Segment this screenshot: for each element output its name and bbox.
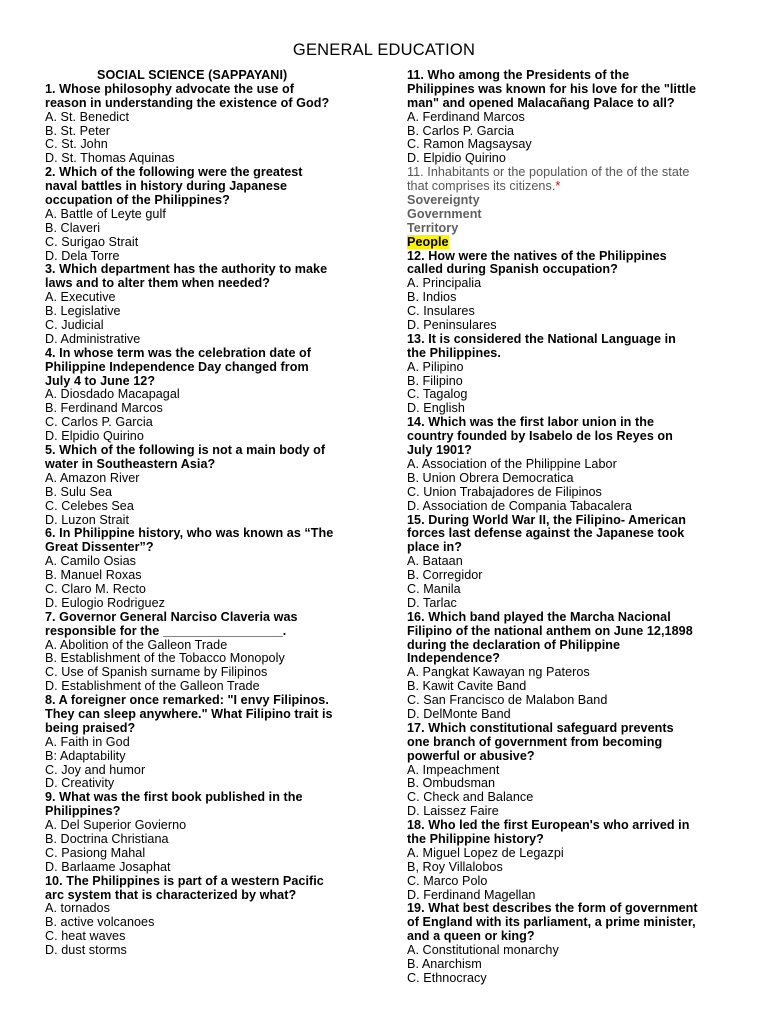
- answer-option: [407, 402, 727, 416]
- answer-text: A. Executive: [45, 290, 116, 305]
- question-line: July 1901?: [407, 443, 472, 458]
- answer-text: D. Laissez Faire: [407, 804, 499, 819]
- highlighted-answer-text: B. active volcanoes: [45, 915, 155, 930]
- question-line: 4. In whose term was the celebration date of: [45, 345, 312, 360]
- answer-option: [45, 500, 360, 514]
- answer-text: Territory: [407, 220, 459, 235]
- answer-option: [407, 486, 727, 500]
- answer-text: D. Administrative: [45, 331, 141, 346]
- question-line: July 4 to June 12?: [45, 373, 156, 388]
- highlighted-answer-text: A. Amazon River: [45, 470, 140, 485]
- correct-answer-option: [45, 583, 360, 597]
- question-text: [407, 69, 727, 111]
- answer-text: D. Peninsulares: [407, 318, 497, 333]
- form-question-line: [407, 166, 727, 180]
- answer-text: B. Sulu Sea: [45, 484, 113, 499]
- answer-option: [45, 652, 360, 666]
- question-line: and a queen or king?: [407, 929, 535, 944]
- question-text: [45, 611, 360, 639]
- answer-text: D. Dela Torre: [45, 248, 120, 263]
- answer-text: D. Eulogio Rodriguez: [45, 595, 166, 610]
- question-line: 12. How were the natives of the Philippines: [407, 248, 667, 263]
- question-line: forces last defense against the Japanese took: [407, 526, 685, 541]
- correct-answer-option: [45, 208, 360, 222]
- answer-text: C. Union Trabajadores de Filipinos: [407, 484, 602, 499]
- question-line: called during Spanish occupation?: [407, 262, 618, 277]
- section-heading: SOCIAL SCIENCE (SAPPAYANI): [97, 68, 288, 82]
- answer-text: B. Carlos P. Garcia: [407, 123, 515, 138]
- answer-text: D. Elpidio Quirino: [407, 151, 506, 166]
- answer-option: [407, 583, 727, 597]
- answer-option: [45, 416, 360, 430]
- question-text: [407, 416, 727, 458]
- answer-text: C. Celebes Sea: [45, 498, 134, 513]
- question-line: naval battles in history during Japanese: [45, 179, 288, 194]
- answer-option: [45, 125, 360, 139]
- question-text: [407, 514, 727, 556]
- question-text: [407, 333, 727, 361]
- correct-answer-option: [45, 916, 360, 930]
- question-line: 16. Which band played the Marcha Nacional: [407, 609, 671, 624]
- question-line: Filipino of the national anthem on June 12,1898: [407, 623, 693, 638]
- correct-answer-option: [45, 388, 360, 402]
- highlighted-answer-text: C. Ramon Magsaysay: [407, 137, 532, 152]
- answer-text: B. Manuel Roxas: [45, 568, 142, 583]
- question-line: Independence?: [407, 651, 501, 666]
- answer-option: [407, 777, 727, 791]
- answer-option: [407, 861, 727, 875]
- question-text: [45, 527, 360, 555]
- question-line: reason in understanding the existence of God?: [45, 95, 330, 110]
- answer-option: [45, 291, 360, 305]
- highlighted-answer-text: C. San Francisco de Malabon Band: [407, 693, 608, 708]
- question-line: They can sleep anywhere." What Filipino trait is: [45, 706, 333, 721]
- highlighted-answer-text: People: [407, 234, 449, 249]
- question-text: [45, 444, 360, 472]
- answer-text: Sovereignty: [407, 193, 480, 208]
- answer-text: A. tornados: [45, 901, 110, 916]
- answer-text: B. Claveri: [45, 220, 101, 235]
- question-line: 2. Which of the following were the greatest: [45, 165, 303, 180]
- answer-option: [45, 861, 360, 875]
- answer-option: [45, 333, 360, 347]
- answer-text: C. heat waves: [45, 929, 126, 944]
- answer-text: D. Elpidio Quirino: [45, 429, 144, 444]
- form-question-text: that comprises its citizens.: [407, 179, 556, 194]
- answer-text: D. English: [407, 401, 465, 416]
- answer-text: C. Surigao Strait: [45, 234, 139, 249]
- answer-text: C. Ethnocracy: [407, 970, 487, 985]
- answer-text: A. Association of the Philippine Labor: [407, 456, 617, 471]
- correct-answer-option: [45, 750, 360, 764]
- answer-option: [45, 111, 360, 125]
- answer-option: [407, 277, 727, 291]
- correct-answer-option: [45, 152, 360, 166]
- highlighted-answer-text: D. St. Thomas Aquinas: [45, 151, 175, 166]
- answer-option: [407, 958, 727, 972]
- question-line: 13. It is considered the National Language in: [407, 331, 676, 346]
- question-line: 7. Governor General Narciso Claveria was: [45, 609, 298, 624]
- answer-text: A. Camilo Osias: [45, 554, 137, 569]
- answer-option: [407, 194, 727, 208]
- highlighted-answer-text: D. Ferdinand Magellan: [407, 887, 536, 902]
- answer-option: [45, 902, 360, 916]
- question-line: being praised?: [45, 720, 136, 735]
- answer-option: [407, 361, 727, 375]
- answer-option: [407, 597, 727, 611]
- question-text: [45, 875, 360, 903]
- answer-option: [45, 430, 360, 444]
- question-line: country founded by Isabelo de los Reyes on: [407, 429, 673, 444]
- answer-option: [407, 319, 727, 333]
- question-text: [407, 819, 727, 847]
- question-text: [407, 250, 727, 278]
- question-line: responsible for the _________________.: [45, 623, 287, 638]
- question-line: powerful or abusive?: [407, 748, 535, 763]
- answer-text: D. Creativity: [45, 776, 115, 791]
- answer-option: [407, 458, 727, 472]
- correct-answer-option: [407, 375, 727, 389]
- highlighted-answer-text: B. Corregidor: [407, 568, 483, 583]
- question-text: [45, 347, 360, 389]
- question-line: 8. A foreigner once remarked: "I envy Filipinos.: [45, 693, 329, 708]
- answer-option: [45, 319, 360, 333]
- answer-option: [407, 208, 727, 222]
- answer-option: [407, 555, 727, 569]
- answer-text: C. Pasiong Mahal: [45, 845, 146, 860]
- answer-text: A. Pilipino: [407, 359, 464, 374]
- answer-text: D. Association de Compania Tabacalera: [407, 498, 632, 513]
- highlighted-answer-text: A. Constitutional monarchy: [407, 943, 559, 958]
- answer-text: B. St. Peter: [45, 123, 110, 138]
- answer-text: D. dust storms: [45, 943, 127, 958]
- correct-answer-option: [407, 291, 727, 305]
- highlighted-answer-text: C. Check and Balance: [407, 790, 534, 805]
- question-text: [45, 791, 360, 819]
- question-text: [45, 694, 360, 736]
- answer-text: B. Establishment of the Tobacco Monopoly: [45, 651, 285, 666]
- question-line: 17. Which constitutional safeguard prevents: [407, 720, 674, 735]
- question-line: 6. In Philippine history, who was known as “The: [45, 526, 334, 541]
- answer-option: [407, 847, 727, 861]
- answer-option: [407, 152, 727, 166]
- answer-option: [45, 250, 360, 264]
- answer-text: A. Pangkat Kawayan ng Pateros: [407, 665, 590, 680]
- answer-option: [407, 680, 727, 694]
- answer-text: B, Roy Villalobos: [407, 859, 503, 874]
- correct-answer-option: [407, 694, 727, 708]
- left-column: [45, 69, 360, 958]
- answer-option: [45, 555, 360, 569]
- question-line: 5. Which of the following is not a main body of: [45, 443, 326, 458]
- correct-answer-option: [407, 889, 727, 903]
- highlighted-answer-text: B. Doctrina Christiana: [45, 831, 169, 846]
- question-line: 19. What best describes the form of government: [407, 901, 698, 916]
- question-line: arc system that is characterized by what?: [45, 887, 297, 902]
- answer-option: [407, 764, 727, 778]
- correct-answer-option: [407, 472, 727, 486]
- answer-text: C. Joy and humor: [45, 762, 146, 777]
- answer-option: [407, 222, 727, 236]
- question-text: [407, 722, 727, 764]
- question-line: of England with its parliament, a prime minister,: [407, 915, 696, 930]
- question-line: the Philippines.: [407, 345, 501, 360]
- highlighted-answer-text: B. Union Obrera Democratica: [407, 470, 574, 485]
- answer-text: B. Kawit Cavite Band: [407, 679, 527, 694]
- answer-option: [45, 777, 360, 791]
- question-line: 11. Who among the Presidents of the: [407, 68, 630, 82]
- required-mark: *: [555, 179, 561, 194]
- answer-option: [45, 736, 360, 750]
- answer-option: [45, 597, 360, 611]
- answer-text: B. Ombudsman: [407, 776, 496, 791]
- answer-text: A. Bataan: [407, 554, 463, 569]
- answer-option: [407, 500, 727, 514]
- correct-answer-option: [407, 236, 727, 250]
- correct-answer-option: [407, 138, 727, 152]
- answer-option: [45, 819, 360, 833]
- answer-option: [407, 708, 727, 722]
- answer-text: Government: [407, 206, 482, 221]
- answer-option: [45, 569, 360, 583]
- answer-text: A. St. Benedict: [45, 109, 130, 124]
- form-question: [407, 166, 727, 194]
- question-line: one branch of government from becoming: [407, 734, 663, 749]
- highlighted-answer-text: B: Adaptability: [45, 748, 126, 763]
- answer-option: [45, 138, 360, 152]
- correct-answer-option: [407, 569, 727, 583]
- correct-answer-option: [407, 791, 727, 805]
- answer-option: [407, 125, 727, 139]
- correct-answer-option: [45, 666, 360, 680]
- question-line: 10. The Philippines is part of a western Pacific: [45, 873, 324, 888]
- answer-option: [407, 111, 727, 125]
- answer-text: C. Insulares: [407, 304, 475, 319]
- right-column: [407, 69, 727, 986]
- highlighted-answer-text: B. Filipino: [407, 373, 463, 388]
- answer-option: [45, 764, 360, 778]
- question-line: place in?: [407, 540, 463, 555]
- answer-text: A. Faith in God: [45, 734, 130, 749]
- answer-text: B. Ferdinand Marcos: [45, 401, 163, 416]
- question-line: 1. Whose philosophy advocate the use of: [45, 81, 294, 96]
- highlighted-answer-text: C. Claro M. Recto: [45, 581, 146, 596]
- correct-answer-option: [407, 944, 727, 958]
- answer-option: [45, 680, 360, 694]
- question-line: occupation of the Philippines?: [45, 193, 230, 208]
- answer-text: A. Abolition of the Galleon Trade: [45, 637, 228, 652]
- answer-option: [407, 666, 727, 680]
- correct-answer-option: [45, 305, 360, 319]
- question-text: [45, 263, 360, 291]
- answer-option: [45, 944, 360, 958]
- answer-text: C. Judicial: [45, 318, 104, 333]
- highlighted-answer-text: C. Use of Spanish surname by Filipinos: [45, 665, 268, 680]
- correct-answer-option: [45, 472, 360, 486]
- answer-option: [407, 972, 727, 986]
- highlighted-answer-text: A. Diosdado Macapagal: [45, 387, 180, 402]
- highlighted-answer-text: B. Legislative: [45, 304, 121, 319]
- answer-text: C. St. John: [45, 137, 108, 152]
- question-line: Philippines was known for his love for the "little: [407, 81, 697, 96]
- question-text: [407, 611, 727, 667]
- question-line: Philippines?: [45, 804, 121, 819]
- question-line: 14. Which was the first labor union in the: [407, 415, 655, 430]
- answer-text: C. Tagalog: [407, 387, 468, 402]
- answer-text: D. Luzon Strait: [45, 512, 130, 527]
- answer-option: [45, 514, 360, 528]
- answer-option: [45, 236, 360, 250]
- question-line: the Philippine history?: [407, 831, 544, 846]
- answer-option: [407, 805, 727, 819]
- answer-text: C. Marco Polo: [407, 873, 488, 888]
- question-text: [45, 83, 360, 111]
- question-line: 3. Which department has the authority to make: [45, 262, 328, 277]
- answer-text: A. Principalia: [407, 276, 482, 291]
- answer-text: D. Tarlac: [407, 595, 457, 610]
- answer-option: [407, 388, 727, 402]
- question-text: [407, 902, 727, 944]
- answer-text: C. Manila: [407, 581, 461, 596]
- question-line: laws and to alter them when needed?: [45, 276, 270, 291]
- answer-option: [407, 875, 727, 889]
- answer-option: [45, 222, 360, 236]
- answer-text: A. Miguel Lopez de Legazpi: [407, 845, 564, 860]
- answer-text: C. Carlos P. Garcia: [45, 415, 153, 430]
- answer-text: A. Impeachment: [407, 762, 500, 777]
- highlighted-answer-text: A. Battle of Leyte gulf: [45, 206, 166, 221]
- question-line: water in Southeastern Asia?: [45, 456, 216, 471]
- form-question-text: 11. Inhabitants or the population of the of the state: [407, 165, 690, 180]
- correct-answer-option: [45, 833, 360, 847]
- answer-text: D. Barlaame Josaphat: [45, 859, 171, 874]
- question-line: during the declaration of Philippine: [407, 637, 621, 652]
- question-line: Great Dissenter”?: [45, 540, 154, 555]
- answer-option: [45, 847, 360, 861]
- highlighted-answer-text: B. Indios: [407, 290, 457, 305]
- answer-option: [45, 639, 360, 653]
- question-line: man" and opened Malacañang Palace to all?: [407, 95, 675, 110]
- form-question-line: [407, 180, 727, 194]
- answer-text: D. DelMonte Band: [407, 706, 511, 721]
- question-line: 18. Who led the first European's who arrived in: [407, 818, 690, 833]
- answer-option: [407, 305, 727, 319]
- answer-text: A. Ferdinand Marcos: [407, 109, 525, 124]
- page-title: GENERAL EDUCATION: [292, 41, 476, 59]
- question-line: 15. During World War II, the Filipino- American: [407, 512, 686, 527]
- answer-option: [45, 486, 360, 500]
- question-line: Philippine Independence Day changed from: [45, 359, 309, 374]
- question-text: [45, 166, 360, 208]
- answer-option: [45, 402, 360, 416]
- answer-text: D. Establishment of the Galleon Trade: [45, 679, 260, 694]
- question-line: 9. What was the first book published in the: [45, 790, 303, 805]
- answer-option: [45, 930, 360, 944]
- answer-text: A. Del Superior Govierno: [45, 818, 187, 833]
- answer-text: B. Anarchism: [407, 957, 482, 971]
